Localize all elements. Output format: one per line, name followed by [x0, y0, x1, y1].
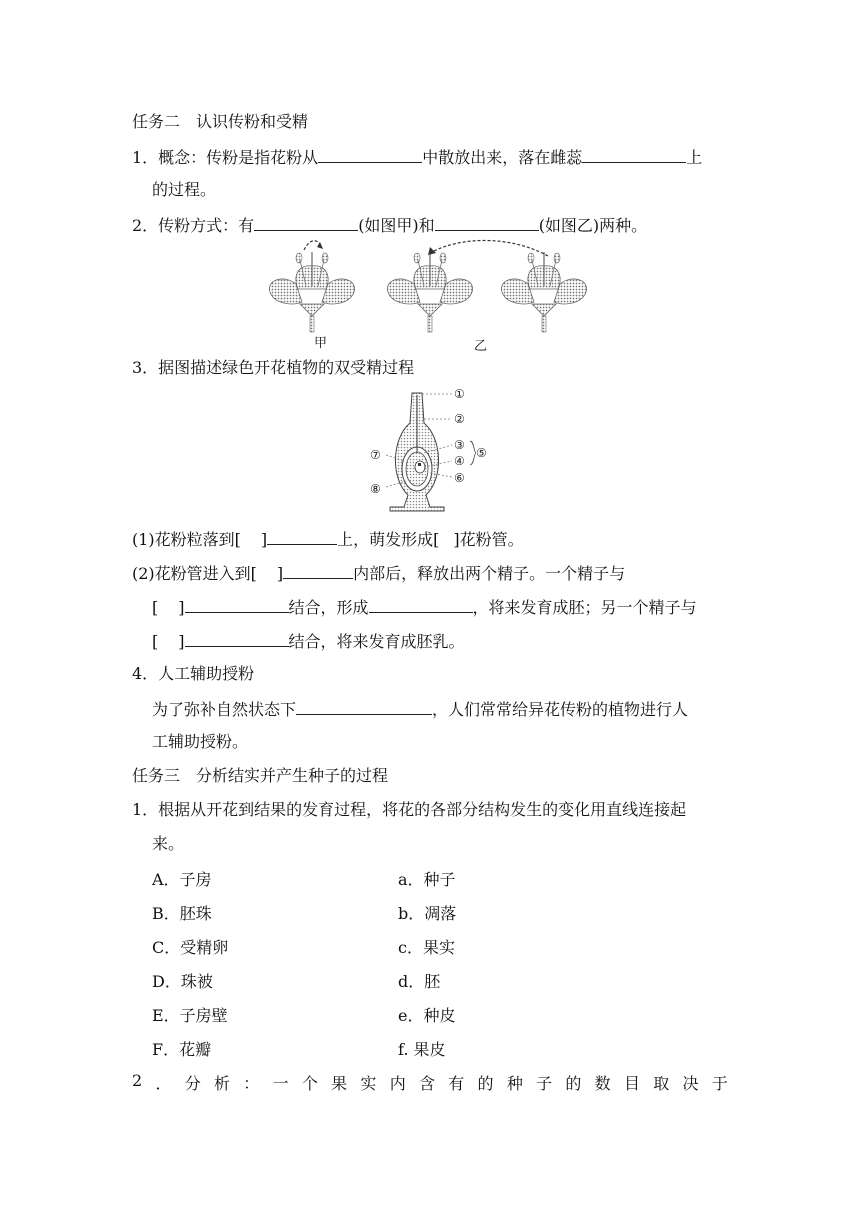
label-3: ③ — [454, 438, 465, 452]
label-2: ② — [454, 412, 465, 426]
answer-blank[interactable] — [283, 561, 353, 579]
question-3-title: 3．据图描述绿色开花植物的双受精过程 — [132, 358, 415, 377]
task3-question-1-cont: 来。 — [152, 834, 185, 853]
pollination-figure — [262, 234, 592, 334]
answer-blank[interactable] — [254, 213, 358, 231]
match-left-item[interactable]: F．花瓣 — [152, 1040, 212, 1059]
match-left-item[interactable]: C．受精卵 — [152, 938, 229, 957]
match-right-item[interactable]: c．果实 — [398, 938, 455, 957]
task2-title: 任务二 认识传粉和受精 — [132, 112, 309, 131]
double-fertilization-figure — [364, 383, 494, 513]
answer-blank[interactable] — [318, 145, 422, 163]
match-right-item[interactable]: e．种皮 — [398, 1006, 456, 1025]
label-4: ④ — [454, 454, 465, 468]
answer-blank[interactable] — [185, 629, 289, 647]
question-3-2-cont1: [ ] 结合，形成 ，将来发育成胚；另一个精子与 — [152, 595, 697, 619]
question-3-1: (1)花粉粒落到[ ] 上，萌发形成[ ]花粉管。 — [132, 527, 524, 551]
task3-question-1: 1．根据从开花到结果的发育过程，将花的各部分结构发生的变化用直线连接起 — [132, 800, 687, 819]
label-6: ⑥ — [454, 471, 465, 485]
question-3-2: (2)花粉管进入到[ ] 内部后，释放出两个精子。一个精子与 — [132, 561, 625, 585]
match-left-item[interactable]: D．珠被 — [152, 972, 213, 991]
question-4-cont: 工辅助授粉。 — [152, 732, 249, 751]
answer-blank[interactable] — [435, 213, 539, 231]
answer-blank[interactable] — [267, 527, 337, 545]
figure-label-yi: 乙 — [474, 339, 488, 354]
match-right-item[interactable]: a．种子 — [398, 870, 456, 889]
question-2-pollination: 2．传粉方式：有 (如图甲)和 (如图乙)两种。 — [132, 213, 647, 237]
label-1: ① — [454, 387, 465, 401]
match-left-item[interactable]: B．胚珠 — [152, 904, 212, 923]
answer-blank[interactable] — [369, 595, 473, 613]
question-4-title: 4．人工辅助授粉 — [132, 664, 255, 683]
answer-blank[interactable] — [185, 595, 289, 613]
question-3-2-cont2: [ ] 结合，将来发育成胚乳。 — [152, 629, 465, 653]
task3-question-2: 2 ． 分 析 ： 一 个 果 实 内 含 有 的 种 子 的 数 目 取 决 于 — [132, 1071, 728, 1093]
match-right-item[interactable]: b．凋落 — [398, 904, 457, 923]
match-right-item[interactable]: f. 果皮 — [398, 1040, 446, 1059]
answer-blank[interactable] — [296, 697, 432, 715]
match-left-item[interactable]: A．子房 — [152, 870, 212, 889]
figure-label-jia: 甲 — [314, 336, 328, 351]
question-1-concept: 1．概念：传粉是指花粉从 中散放出来，落在雌蕊 上 — [132, 145, 702, 169]
match-right-item[interactable]: d．胚 — [398, 972, 441, 991]
question-4-body: 为了弥补自然状态下 ，人们常常给异花传粉的植物进行人 — [152, 697, 688, 721]
task3-title: 任务三 分析结实并产生种子的过程 — [132, 766, 389, 785]
label-5: ⑤ — [476, 446, 487, 460]
label-7: ⑦ — [370, 448, 381, 462]
answer-blank[interactable] — [582, 145, 686, 163]
label-8: ⑧ — [370, 482, 381, 496]
question-1-cont: 的过程。 — [152, 180, 217, 199]
match-left-item[interactable]: E．子房壁 — [152, 1006, 228, 1025]
